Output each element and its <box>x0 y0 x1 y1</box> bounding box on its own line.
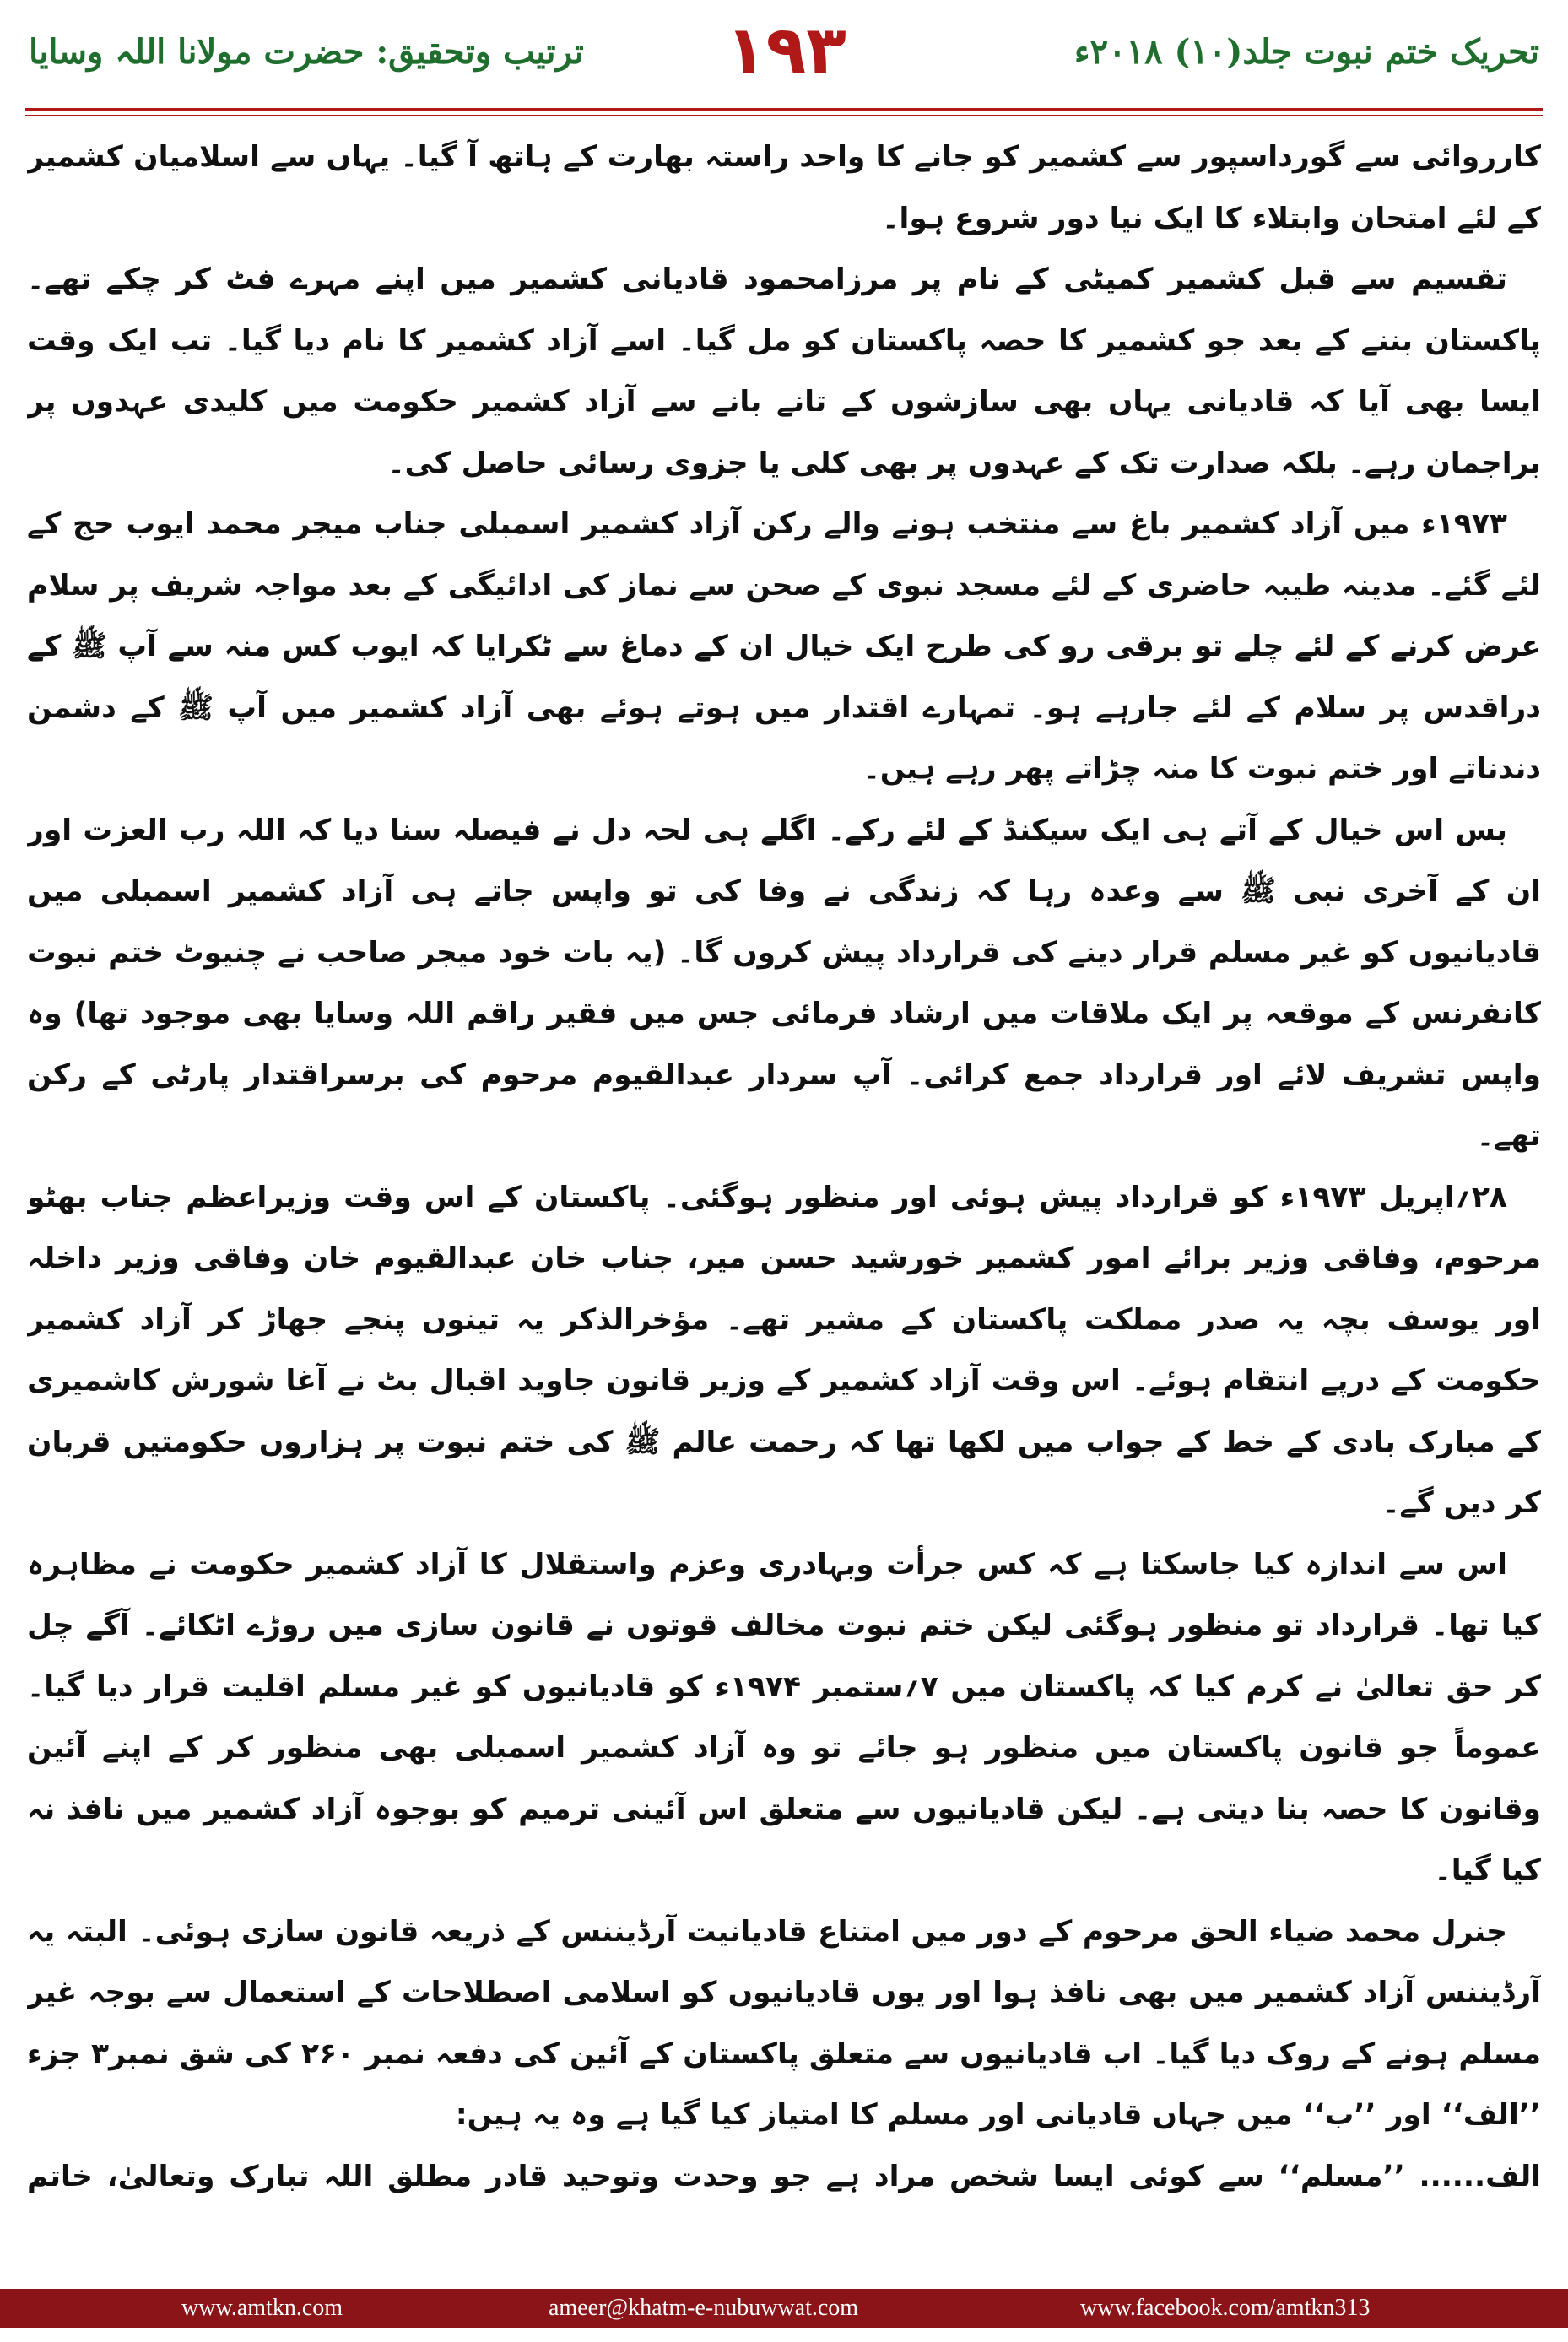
paragraph: تقسیم سے قبل کشمیر کمیٹی کے نام پر مرزامحمود قادیانی کشمیر میں اپنے مہرے فٹ کر چکے تھے۔ پاکستان بننے کے بعد جو کشمیر کا حصہ پاکستان کو مل گیا۔ اسے آزاد کشمیر کا نام دیا گیا۔ تب ایک وقت ایسا بھی آیا کہ قادیانی یہاں بھی سازشوں کے تانے بانے سے آزاد کشمیر حکومت میں کلیدی عہدوں پر براجمان رہے۔ بلکہ صدارت تک کے عہدوں پر بھی کلی یا جزوی رسائی حاصل کی۔ <box>27 262 1541 480</box>
paragraph: کارروائی سے گورداسپور سے کشمیر کو جانے کا واحد راستہ بھارت کے ہاتھ آ گیا۔ یہاں سے اسلامیان کشمیر کے لئے امتحان وابتلاء کا ایک نیا دور شروع ہوا۔ <box>27 140 1541 235</box>
header-book-title: تحریک ختم نبوت جلد(۱۰) ۲۰۱۸ء <box>1073 32 1539 72</box>
header-divider <box>25 108 1543 111</box>
header-compiler: ترتیب وتحقیق: حضرت مولانا اللہ وسایا <box>29 32 584 72</box>
footer-email-link[interactable]: ameer@khatm-e-nubuwwat.com <box>549 2295 859 2321</box>
paragraph: ۱۹۷۳ء میں آزاد کشمیر باغ سے منتخب ہونے والے رکن آزاد کشمیر اسمبلی جناب میجر محمد ایوب حج کے لئے گئے۔ مدینہ طیبہ حاضری کے لئے مسجد نبوی کے صحن سے نماز کی ادائیگی کے بعد مواجہ شریف پر سلام عرض کرنے کے لئے چلے تو برقی رو کی طرح ایک خیال ان کے دماغ سے ٹکرایا کہ ایوب کس منہ سے آپ ﷺ کے دراقدس پر سلام کے لئے جارہے ہو۔ تمہارے اقتدار میں ہوتے ہوئے بھی آزاد کشمیر میں آپ ﷺ کے دشمن دندناتے اور ختم نبوت کا منہ چڑاتے پھر رہے ہیں۔ <box>27 507 1541 786</box>
page-footer <box>0 2289 1568 2328</box>
page-header <box>0 0 1568 127</box>
definition-text: ’’مسلم‘‘ سے کوئی ایسا شخص مراد ہے جو وحدت وتوحید قادر مطلق اللہ تبارک وتعالیٰ، خاتم <box>27 2159 1405 2193</box>
page-number: ۱۹۳ <box>726 13 846 89</box>
footer-website-link[interactable]: www.amtkn.com <box>181 2295 343 2321</box>
paragraph: بس اس خیال کے آتے ہی ایک سیکنڈ کے لئے رکے۔ اگلے ہی لحہ دل نے فیصلہ سنا دیا کہ اللہ رب العزت اور ان کے آخری نبی ﷺ سے وعدہ رہا کہ زندگی نے وفا کی تو واپس جاتے ہی آزاد کشمیر اسمبلی میں قادیانیوں کو غیر مسلم قرار دینے کی قرارداد پیش کروں گا۔ (یہ بات خود میجر صاحب نے چنیوٹ ختم نبوت کانفرنس کے موقعہ پر ایک ملاقات میں ارشاد فرمائی جس میں فقیر راقم اللہ وسایا بھی موجود تھا) وہ واپس تشریف لائے اور قرارداد جمع کرائی۔ آپ سردار عبدالقیوم مرحوم کی برسراقتدار پارٹی کے رکن تھے۔ <box>27 813 1541 1153</box>
paragraph: ۲۸؍اپریل ۱۹۷۳ء کو قرارداد پیش ہوئی اور منظور ہوگئی۔ پاکستان کے اس وقت وزیراعظم جناب بھٹو مرحوم، وفاقی وزیر برائے امور کشمیر خورشید حسن میر، جناب خان عبدالقیوم خان وفاقی وزیر داخلہ اور یوسف بچہ یہ صدر مملکت پاکستان کے مشیر تھے۔ مؤخرالذکر یہ تینوں پنجے جھاڑ کر آزاد کشمیر حکومت کے درپے انتقام ہوئے۔ اس وقت آزاد کشمیر کے وزیر قانون جاوید اقبال بٹ نے آغا شورش کاشمیری کے مبارک بادی کے خط کے جواب میں لکھا تھا کہ رحمت عالم ﷺ کی ختم نبوت پر ہزاروں حکومتیں قربان کر دیں گے۔ <box>27 1180 1541 1520</box>
footer-facebook-link[interactable]: www.facebook.com/amtkn313 <box>1080 2295 1371 2321</box>
paragraph: جنرل محمد ضیاء الحق مرحوم کے دور میں امتناع قادیانیت آرڈیننس کے ذریعہ قانون سازی ہوئی۔ البتہ یہ آرڈیننس آزاد کشمیر میں بھی نافذ ہوا اور یوں قادیانیوں کو اسلامی اصطلاحات کے استعمال سے بوجہ غیر مسلم ہونے کے روک دیا گیا۔ اب قادیانیوں سے متعلق پاکستان کے آئین کی دفعہ نمبر ۲۶۰ کی شق نمبر۳ جزء ’’الف‘‘ اور ’’ب‘‘ میں جہاں قادیانی اور مسلم کا امتیاز کیا گیا ہے وہ یہ ہیں: <box>27 1914 1541 2132</box>
page-body <box>27 127 1541 2211</box>
header-divider-thin <box>25 115 1543 116</box>
paragraph: اس سے اندازہ کیا جاسکتا ہے کہ کس جرأت وبہادری وعزم واستقلال کا آزاد کشمیر حکومت نے مظاہرہ کیا تھا۔ قرارداد تو منظور ہوگئی لیکن ختم نبوت مخالف قوتوں نے قانون سازی میں روڑے اٹکائے۔ آگے چل کر حق تعالیٰ نے کرم کیا کہ پاکستان میں ۷؍ستمبر ۱۹۷۴ء کو قادیانیوں کو غیر مسلم اقلیت قرار دیا گیا۔ عموماً جو قانون پاکستان میں منظور ہو جائے تو وہ آزاد کشمیر اسمبلی بھی منظور کر کے اپنے آئین وقانون کا حصہ بنا دیتی ہے۔ لیکن قادیانیوں سے متعلق اس آئینی ترمیم کو بوجوہ آزاد کشمیر میں نافذ نہ کیا گیا۔ <box>27 1547 1541 1887</box>
definition-label: الف...... <box>1419 2159 1541 2193</box>
definition-alif <box>27 2146 1541 2212</box>
